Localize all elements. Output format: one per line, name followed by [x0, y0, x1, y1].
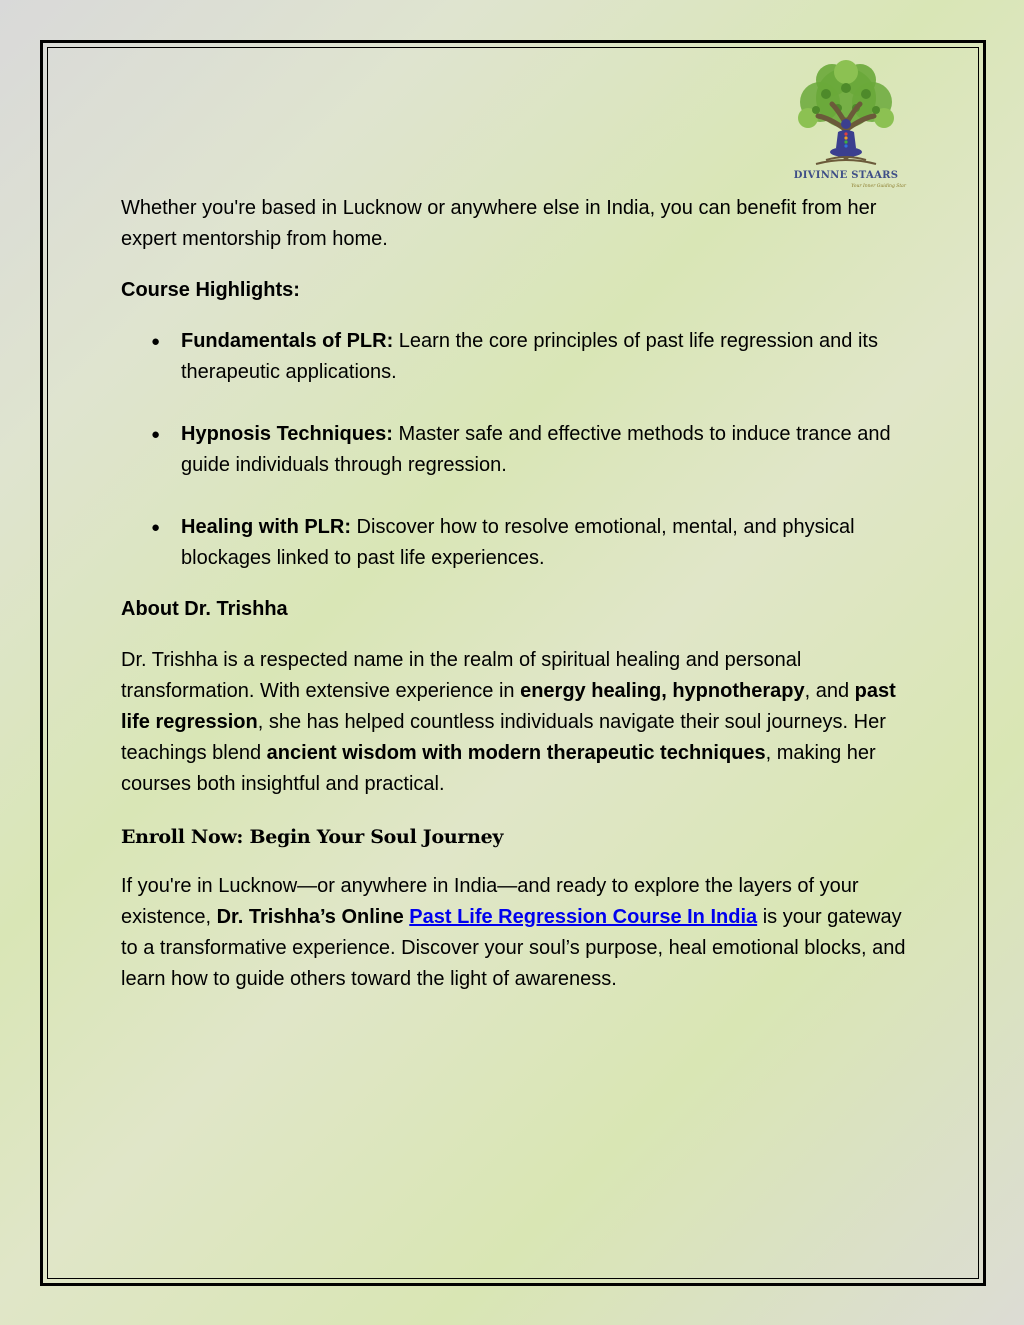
- about-text: , and: [804, 680, 855, 702]
- enroll-bold-text: Dr. Trishha’s Online: [216, 906, 410, 928]
- highlight-title: Fundamentals of PLR:: [181, 330, 394, 352]
- intro-paragraph: Whether you're based in Lucknow or anywhere else in India, you can benefit from her expert mentorship from home.: [121, 197, 877, 250]
- list-item: [121, 326, 911, 388]
- list-item: [121, 419, 911, 481]
- enroll-heading: Enroll Now: Begin Your Soul Journey: [121, 826, 504, 848]
- about-text: , making her courses both insightful and practical.: [121, 742, 876, 795]
- highlight-title: Hypnosis Techniques:: [181, 423, 393, 445]
- list-item: [121, 512, 911, 574]
- bullet-icon: ●: [151, 519, 161, 536]
- about-bold-text: energy healing, hypnotherapy: [520, 680, 805, 702]
- about-text: Dr. Trishha is a respected name in the realm of spiritual healing and personal transformation. With extensive experience in: [121, 649, 802, 702]
- highlight-title: Healing with PLR:: [181, 516, 351, 538]
- enroll-paragraph: [121, 871, 911, 995]
- enroll-text: is your gateway to a transformative experience. Discover your soul’s purpose, heal emotional blocks, and learn how to guide others toward the light of awareness.: [121, 906, 906, 990]
- highlight-text: Learn the core principles of past life regression and its therapeutic applications.: [181, 330, 878, 383]
- bullet-icon: ●: [151, 333, 161, 350]
- highlight-text: Discover how to resolve emotional, mental, and physical blockages linked to past life experiences.: [181, 516, 855, 569]
- logo-brand-name: DIVINNE STAARS: [793, 170, 899, 181]
- highlight-text: Master safe and effective methods to induce trance and guide individuals through regression.: [181, 423, 891, 476]
- tree-icon: [786, 58, 906, 170]
- about-text: , she has helped countless individuals navigate their soul journeys. Her teachings blend: [121, 711, 886, 764]
- course-highlights-heading: Course Highlights:: [121, 279, 300, 301]
- about-paragraph: [121, 645, 911, 800]
- document-body: [121, 193, 911, 995]
- enroll-text: If you're in Lucknow—or anywhere in India—and ready to explore the layers of your existence,: [121, 875, 859, 928]
- about-bold-text: ancient wisdom with modern therapeutic techniques: [266, 742, 766, 764]
- course-link[interactable]: Past Life Regression Course In India: [409, 906, 758, 928]
- about-heading: About Dr. Trishha: [121, 598, 288, 620]
- highlights-list: [121, 326, 911, 574]
- about-bold-text: past life regression: [121, 680, 896, 733]
- logo-tagline: Your Inner Guiding Star: [851, 184, 906, 189]
- bullet-icon: ●: [151, 426, 161, 443]
- divinne-staars-logo: [786, 58, 906, 194]
